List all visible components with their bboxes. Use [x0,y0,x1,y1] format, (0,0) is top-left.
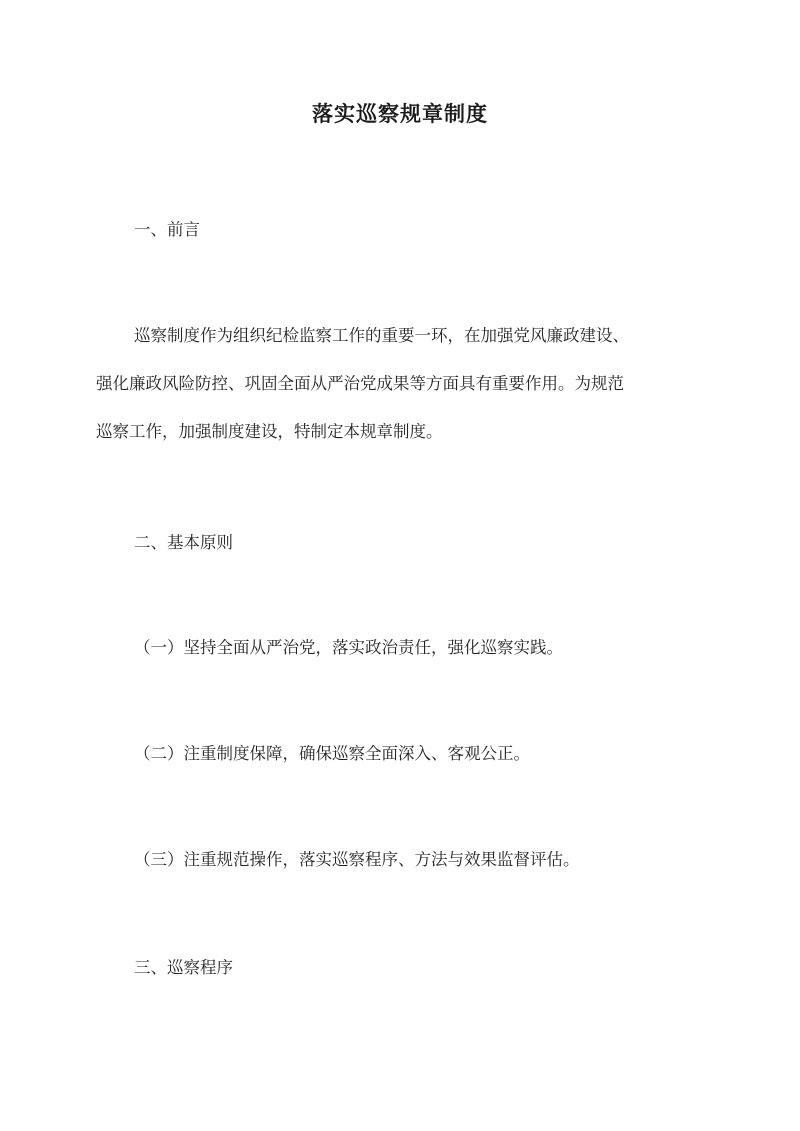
preface-paragraph [96,324,708,468]
preface-line-1: 巡察制度作为组织纪检监察工作的重要一环，在加强党风廉政建设、 [134,326,629,345]
principle-item-3: （三）注重规范操作，落实巡察程序、方法与效果监督评估。 [134,850,580,869]
preface-line-2: 强化廉政风险防控、巩固全面从严治党成果等方面具有重要作用。为规范 [96,374,624,393]
section-heading-procedure: 三、巡察程序 [134,958,233,977]
section-heading-principles: 二、基本原则 [134,533,233,552]
principle-item-1: （一）坚持全面从严治党，落实政治责任，强化巡察实践。 [134,638,563,657]
document-title: 落实巡察规章制度 [312,101,488,126]
preface-line-3: 巡察工作，加强制度建设，特制定本规章制度。 [96,422,443,441]
section-heading-preface: 一、前言 [134,220,200,239]
principle-item-2: （二）注重制度保障，确保巡察全面深入、客观公正。 [134,744,530,763]
